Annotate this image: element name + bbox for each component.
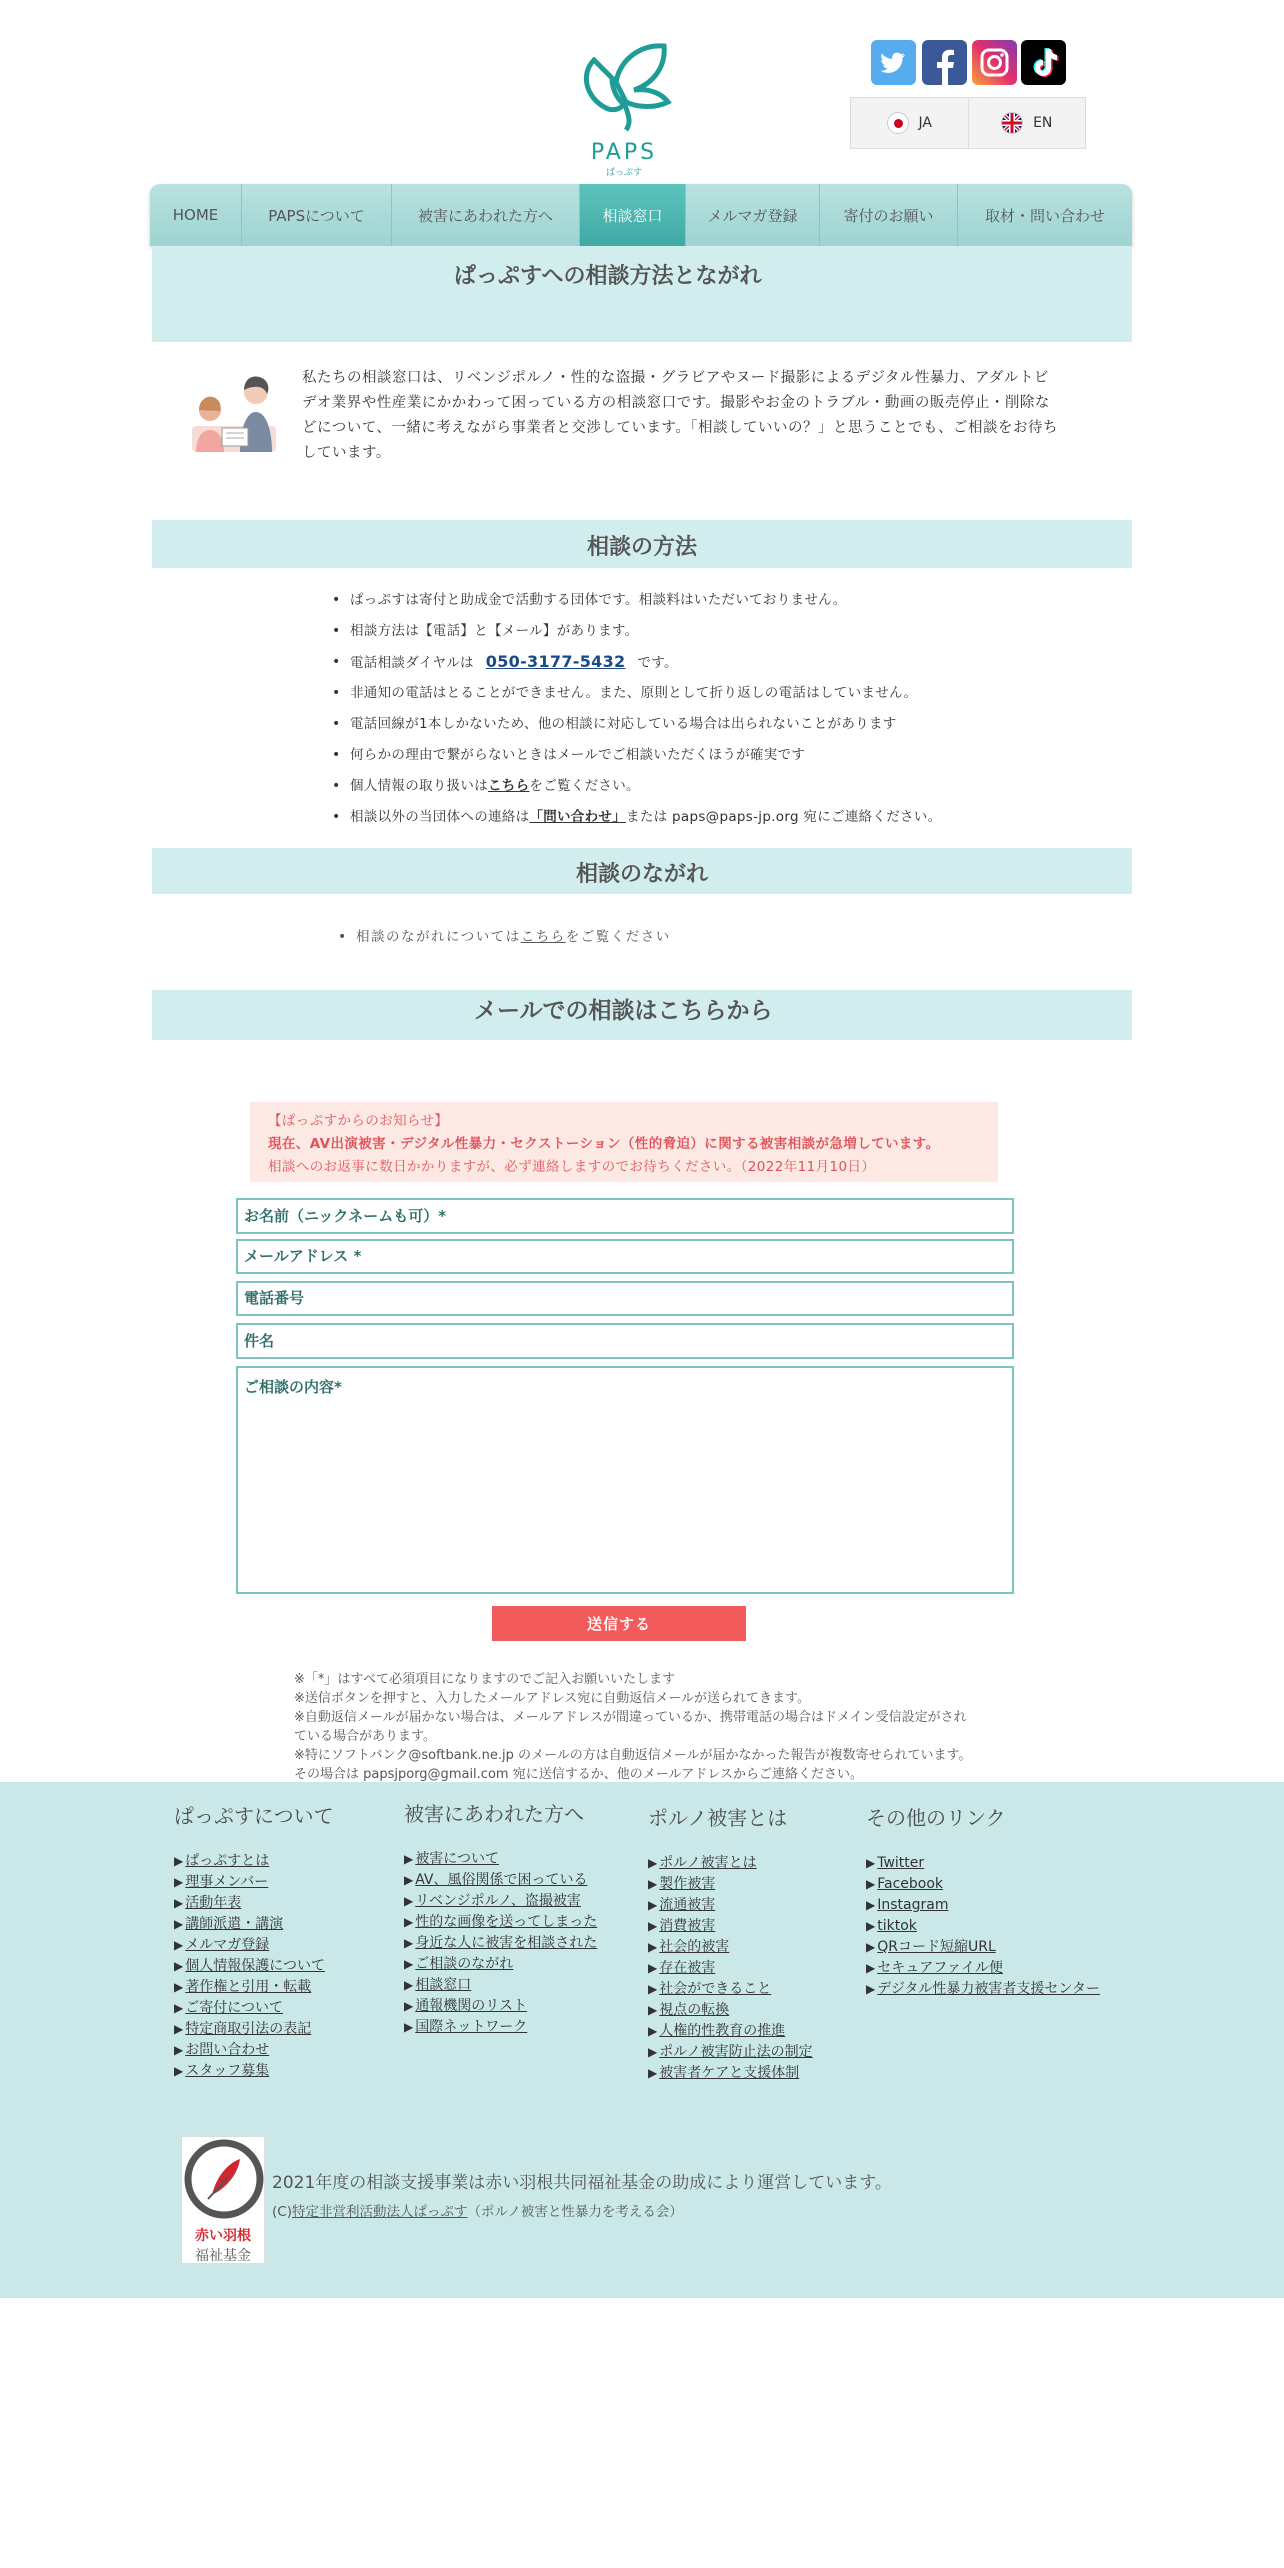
footer-link-item xyxy=(404,1933,597,1954)
intro-text: 私たちの相談窓口は、リベンジポルノ・性的な盗撮・グラビアやヌード撮影によるデジタル性暴力、アダルトビデオ業界や性産業にかかわって困っている方の相談窓口です。撮影やお金のトラブル・動画の販売停止・削除などについて、一緒に考えながら事業者と交渉しています。「相談していいの？」と思うことでも、ご相談をお待ちしています。 xyxy=(302,370,1059,461)
lang-en-label: EN xyxy=(1033,115,1053,131)
footer-link[interactable]: ご寄付について xyxy=(185,2000,283,2016)
footer-link-item xyxy=(648,2042,813,2063)
japan-flag-icon xyxy=(887,112,909,134)
triangle-icon: ▶ xyxy=(404,2020,414,2034)
footer-link-item xyxy=(174,1872,334,1893)
phone-link[interactable]: 050-3177-5432 xyxy=(485,652,626,671)
contact-link[interactable]: 「問い合わせ」 xyxy=(529,809,627,825)
triangle-icon: ▶ xyxy=(174,1938,184,1952)
method-item: • 何らかの理由で繋がらないときはメールでご相談いただくほうが確実です xyxy=(330,743,1090,774)
footer-link-item xyxy=(648,1874,813,1895)
footer-link[interactable]: Twitter xyxy=(877,1855,925,1871)
red-feather-badge[interactable] xyxy=(181,2136,265,2264)
footer-link[interactable]: 社会的被害 xyxy=(659,1939,730,1955)
footer-link[interactable]: メルマガ登録 xyxy=(185,1937,270,1953)
triangle-icon: ▶ xyxy=(174,2022,184,2036)
footer-link-item xyxy=(648,1937,813,1958)
triangle-icon: ▶ xyxy=(648,1982,658,1996)
footer-link[interactable]: 視点の転換 xyxy=(659,2002,730,2018)
triangle-icon: ▶ xyxy=(174,2001,184,2015)
triangle-icon: ▶ xyxy=(648,1856,658,1870)
footer-link-item xyxy=(174,1998,334,2019)
method-item-contact xyxy=(330,805,1090,836)
triangle-icon: ▶ xyxy=(404,1852,414,1866)
footer-link[interactable]: 社会ができること xyxy=(659,1981,772,1997)
footer-link-list xyxy=(648,1853,813,2084)
note-line: ※自動返信メールが届かない場合は、メールアドレスが間違っているか、携帯電話の場合はドメイン受信設定がされている場合があります。 xyxy=(294,1710,967,1744)
contact-middle: または paps@paps-jp.org 宛にご連絡ください。 xyxy=(626,809,942,825)
mail-title: メールでの相談はこちらから xyxy=(474,998,773,1024)
lang-en-button[interactable] xyxy=(968,98,1086,148)
footer-link[interactable]: 相談窓口 xyxy=(415,1977,472,1993)
method-item-phone xyxy=(330,650,1090,681)
privacy-suffix: をご覧ください。 xyxy=(529,778,640,794)
triangle-icon: ▶ xyxy=(174,1980,184,1994)
footer-link-list xyxy=(866,1853,1100,2000)
footer-link[interactable]: Facebook xyxy=(877,1876,944,1892)
triangle-icon: ▶ xyxy=(648,1877,658,1891)
note-line: ※送信ボタンを押すと、入力したメールアドレス宛に自動返信メールが送られてきます。 xyxy=(294,1691,810,1706)
triangle-icon: ▶ xyxy=(866,1940,876,1954)
footer-link-item xyxy=(866,1895,1100,1916)
nav-contact[interactable]: 取材・問い合わせ xyxy=(984,206,1105,225)
footer-link-item xyxy=(404,1954,597,1975)
form-notes xyxy=(294,1670,974,1784)
footer-link-item xyxy=(404,1975,597,1996)
triangle-icon: ▶ xyxy=(404,1936,414,1950)
flow-suffix: をご覧ください xyxy=(565,929,671,945)
footer-col-title: その他のリンク xyxy=(866,1806,1006,1830)
footer-link-list xyxy=(174,1851,334,2082)
subject-field[interactable]: 件名 xyxy=(236,1323,1014,1359)
footer-link-item xyxy=(648,1916,813,1937)
facebook-icon[interactable] xyxy=(922,40,967,85)
triangle-icon: ▶ xyxy=(866,1898,876,1912)
triangle-icon: ▶ xyxy=(174,2064,184,2078)
notice-date: 相談へのお返事に数日かかりますが、必ず連絡しますのでお待ちください。（2022年11月10日） xyxy=(268,1159,876,1175)
triangle-icon: ▶ xyxy=(648,1919,658,1933)
nav-newsletter[interactable]: メルマガ登録 xyxy=(686,184,820,246)
triangle-icon: ▶ xyxy=(174,1896,184,1910)
footer-link[interactable]: 性的な画像を送ってしまった xyxy=(415,1914,598,1930)
tiktok-icon[interactable] xyxy=(1021,40,1066,85)
footer-link-item xyxy=(866,1874,1100,1895)
method-item: • ぱっぷすは寄付と助成金で活動する団体です。相談料はいただいておりません。 xyxy=(330,588,1090,619)
triangle-icon: ▶ xyxy=(648,1961,658,1975)
footer-col-porn-harm xyxy=(648,1802,813,2084)
logo-text: PAPS xyxy=(590,140,658,165)
footer-link-item xyxy=(648,1853,813,1874)
badge-line2: 福祉基金 xyxy=(195,2248,251,2264)
notice-text: 現在、AV出演被害・デジタル性暴力・セクストーション（性的脅迫）に関する被害相談が急増しています。 xyxy=(268,1136,940,1152)
instagram-icon[interactable] xyxy=(972,40,1017,85)
footer-link[interactable]: 著作権と引用・転載 xyxy=(185,1979,312,1995)
triangle-icon: ▶ xyxy=(174,1854,184,1868)
triangle-icon: ▶ xyxy=(648,1940,658,1954)
flow-title: 相談のながれ xyxy=(575,862,708,887)
triangle-icon: ▶ xyxy=(404,1978,414,1992)
triangle-icon: ▶ xyxy=(174,1959,184,1973)
footer-link-item xyxy=(174,1956,334,1977)
copyright xyxy=(272,2200,683,2220)
footer-link[interactable]: ぱっぷすとは xyxy=(185,1853,270,1869)
intro-band xyxy=(152,246,1132,342)
footer-link-item xyxy=(648,1958,813,1979)
footer-link-item xyxy=(648,1895,813,1916)
footer-link-item xyxy=(404,1912,597,1933)
footer-link[interactable]: tiktok xyxy=(877,1918,917,1934)
triangle-icon: ▶ xyxy=(866,1877,876,1891)
method-item: • 非通知の電話はとることができません。また、原則として折り返しの電話はしていません。 xyxy=(330,681,1090,712)
footer-link-item xyxy=(174,1914,334,1935)
triangle-icon: ▶ xyxy=(866,1961,876,1975)
footer-link[interactable]: Instagram xyxy=(877,1897,949,1913)
footer-link[interactable]: 製作被害 xyxy=(659,1876,716,1892)
triangle-icon: ▶ xyxy=(404,1915,414,1929)
uk-flag-icon xyxy=(1001,112,1023,134)
copyright-suffix: （ポルノ被害と性暴力を考える会） xyxy=(467,2204,683,2220)
triangle-icon: ▶ xyxy=(648,2003,658,2017)
footer-link-item xyxy=(866,1979,1100,2000)
email-field[interactable]: メールアドレス * xyxy=(236,1239,1014,1274)
footer-link[interactable]: セキュアファイル便 xyxy=(877,1960,1003,1976)
footer-link-item xyxy=(866,1916,1100,1937)
name-field[interactable]: お名前（ニックネームも可）* xyxy=(236,1198,1014,1234)
lang-ja-button[interactable] xyxy=(851,98,968,148)
triangle-icon: ▶ xyxy=(866,1856,876,1870)
main-nav xyxy=(150,184,1132,246)
footer-link[interactable]: 理事メンバー xyxy=(185,1874,269,1890)
footer-link[interactable]: AV、風俗関係で困っている xyxy=(415,1872,588,1888)
triangle-icon: ▶ xyxy=(866,1982,876,1996)
method-item-privacy xyxy=(330,774,1090,805)
footer-link-item xyxy=(174,1851,334,1872)
support-statement: 2021年度の相談支援事業は赤い羽根共同福祉基金の助成により運営しています。 xyxy=(272,2173,892,2193)
twitter-icon[interactable] xyxy=(871,40,916,85)
page-title: ぱっぷすへの相談方法とながれ xyxy=(454,264,762,289)
triangle-icon: ▶ xyxy=(174,1875,184,1889)
note-line: ※特にソフトバンク@softbank.ne.jp のメールの方は自動返信メールが届かなかった報告が複数寄せられています。その場合は papsjporg@gmail.com 宛に送信するか、他のメールアドレスからご連絡ください。 xyxy=(294,1748,972,1782)
footer-link[interactable]: 消費被害 xyxy=(659,1918,716,1934)
contact-prefix: 相談以外の当団体への連絡は xyxy=(350,809,530,825)
triangle-icon: ▶ xyxy=(648,2045,658,2059)
footer-link[interactable]: 個人情報保護について xyxy=(185,1958,325,1974)
footer-link-item xyxy=(648,2021,813,2042)
method-item: • 電話回線が1本しかないため、他の相談に対応している場合は出られないことがあります xyxy=(330,712,1090,743)
nav-donation[interactable]: 寄付のお願い xyxy=(820,184,958,246)
privacy-link[interactable]: こちら xyxy=(488,778,530,794)
privacy-prefix: 個人情報の取り扱いは xyxy=(350,778,488,794)
lang-ja-label: JA xyxy=(918,115,932,131)
consultation-illustration xyxy=(186,366,282,466)
footer-col-victims xyxy=(404,1798,597,2038)
triangle-icon: ▶ xyxy=(404,1873,414,1887)
flow-link[interactable]: こちら xyxy=(520,929,566,945)
footer-link-item xyxy=(174,1893,334,1914)
triangle-icon: ▶ xyxy=(648,2024,658,2038)
footer-link-item xyxy=(866,1958,1100,1979)
triangle-icon: ▶ xyxy=(866,1919,876,1933)
message-textarea[interactable]: ご相談の内容* xyxy=(236,1366,1014,1594)
footer-link-item xyxy=(404,2017,597,2038)
footer-link[interactable]: ポルノ被害防止法の制定 xyxy=(659,2044,813,2060)
footer-link[interactable]: お問い合わせ xyxy=(185,2042,270,2058)
footer-link[interactable]: 被害者ケアと支援体制 xyxy=(659,2065,800,2081)
footer-link-item xyxy=(404,1996,597,2017)
footer-link[interactable]: 特定商取引法の表記 xyxy=(185,2021,312,2037)
copyright-prefix: (C) xyxy=(272,2204,292,2220)
footer-link-item xyxy=(174,1977,334,1998)
nav-consultation[interactable]: 相談窓口 xyxy=(580,184,686,246)
footer-link-item xyxy=(648,1979,813,2000)
paps-logo[interactable] xyxy=(572,38,676,178)
footer-link[interactable]: デジタル性暴力被害者支援センター xyxy=(877,1981,1100,1997)
note-line: ※「*」はすべて必須項目になりますのでご記入お願いいたします xyxy=(294,1672,676,1687)
triangle-icon: ▶ xyxy=(648,1898,658,1912)
flow-prefix: 相談のながれについては xyxy=(356,929,521,945)
footer-link-item xyxy=(404,1849,597,1870)
triangle-icon: ▶ xyxy=(404,1894,414,1908)
org-link[interactable]: 特定非営利活動法人ぱっぷす xyxy=(291,2204,468,2220)
footer-link-item xyxy=(648,2063,813,2084)
footer-link-item xyxy=(174,1935,334,1956)
nav-about[interactable]: PAPSについて xyxy=(242,184,392,246)
footer-link-list xyxy=(404,1849,597,2038)
method-band xyxy=(152,520,1132,568)
footer-col-title: 被害にあわれた方へ xyxy=(404,1802,584,1826)
phone-prefix: 電話相談ダイヤルは xyxy=(350,655,474,671)
footer-link[interactable]: 存在被害 xyxy=(659,1960,716,1976)
footer-link-item xyxy=(174,2061,334,2082)
footer-link[interactable]: スタッフ募集 xyxy=(185,2063,270,2079)
footer-link-item xyxy=(866,1853,1100,1874)
method-title: 相談の方法 xyxy=(586,535,697,560)
footer-link[interactable]: 国際ネットワーク xyxy=(415,2019,528,2035)
footer-link-item xyxy=(648,2000,813,2021)
phone-field[interactable]: 電話番号 xyxy=(236,1281,1014,1316)
submit-button[interactable]: 送信する xyxy=(492,1606,746,1641)
footer-link[interactable]: リベンジポルノ、盗撮被害 xyxy=(415,1893,581,1909)
footer-link-item xyxy=(866,1937,1100,1958)
footer-col-other xyxy=(866,1802,1100,2000)
footer-link-item xyxy=(174,2040,334,2061)
flow-list xyxy=(336,925,1096,956)
nav-victims[interactable]: 被害にあわれた方へ xyxy=(392,184,580,246)
footer-link[interactable]: ご相談のながれ xyxy=(415,1956,514,1972)
footer-link[interactable]: QRコード短縮URL xyxy=(877,1939,996,1955)
flow-item xyxy=(336,925,1096,956)
nav-home[interactable]: HOME xyxy=(150,184,242,246)
footer-link[interactable]: 人権的性教育の推進 xyxy=(659,2023,786,2039)
notice-heading: 【ぱっぷすからのお知らせ】 xyxy=(268,1113,449,1129)
footer-link[interactable]: 被害について xyxy=(415,1851,499,1867)
footer-link[interactable]: 流通被害 xyxy=(659,1897,716,1913)
notice-box xyxy=(250,1102,998,1182)
method-item: • 相談方法は【電話】と【メール】があります。 xyxy=(330,619,1090,650)
triangle-icon: ▶ xyxy=(174,2043,184,2057)
flow-band xyxy=(152,848,1132,894)
triangle-icon: ▶ xyxy=(404,1957,414,1971)
footer-link-item xyxy=(174,2019,334,2040)
footer-link[interactable]: ポルノ被害とは xyxy=(659,1855,757,1871)
method-list xyxy=(330,588,1090,836)
footer-link-item xyxy=(404,1870,597,1891)
footer-col-about xyxy=(174,1800,334,2082)
footer-link[interactable]: 身近な人に被害を相談された xyxy=(415,1935,598,1951)
footer-col-title: ぱっぷすについて xyxy=(174,1804,334,1828)
triangle-icon: ▶ xyxy=(404,1999,414,2013)
triangle-icon: ▶ xyxy=(648,2066,658,2080)
footer-col-title: ポルノ被害とは xyxy=(648,1806,788,1830)
footer-link-item xyxy=(404,1891,597,1912)
red-feather-icon xyxy=(182,2137,266,2221)
bird-logo-icon xyxy=(572,38,676,138)
language-switcher xyxy=(850,97,1086,149)
triangle-icon: ▶ xyxy=(174,1917,184,1931)
phone-suffix: です。 xyxy=(637,655,678,671)
logo-subtext: ぱっぷす xyxy=(605,168,642,178)
footer-link[interactable]: 講師派遣・講演 xyxy=(185,1916,284,1932)
mail-band xyxy=(152,990,1132,1040)
footer-link[interactable]: 通報機関のリスト xyxy=(415,1998,527,2014)
footer-link[interactable]: 活動年表 xyxy=(185,1895,242,1911)
badge-line1: 赤い羽根 xyxy=(195,2228,251,2244)
